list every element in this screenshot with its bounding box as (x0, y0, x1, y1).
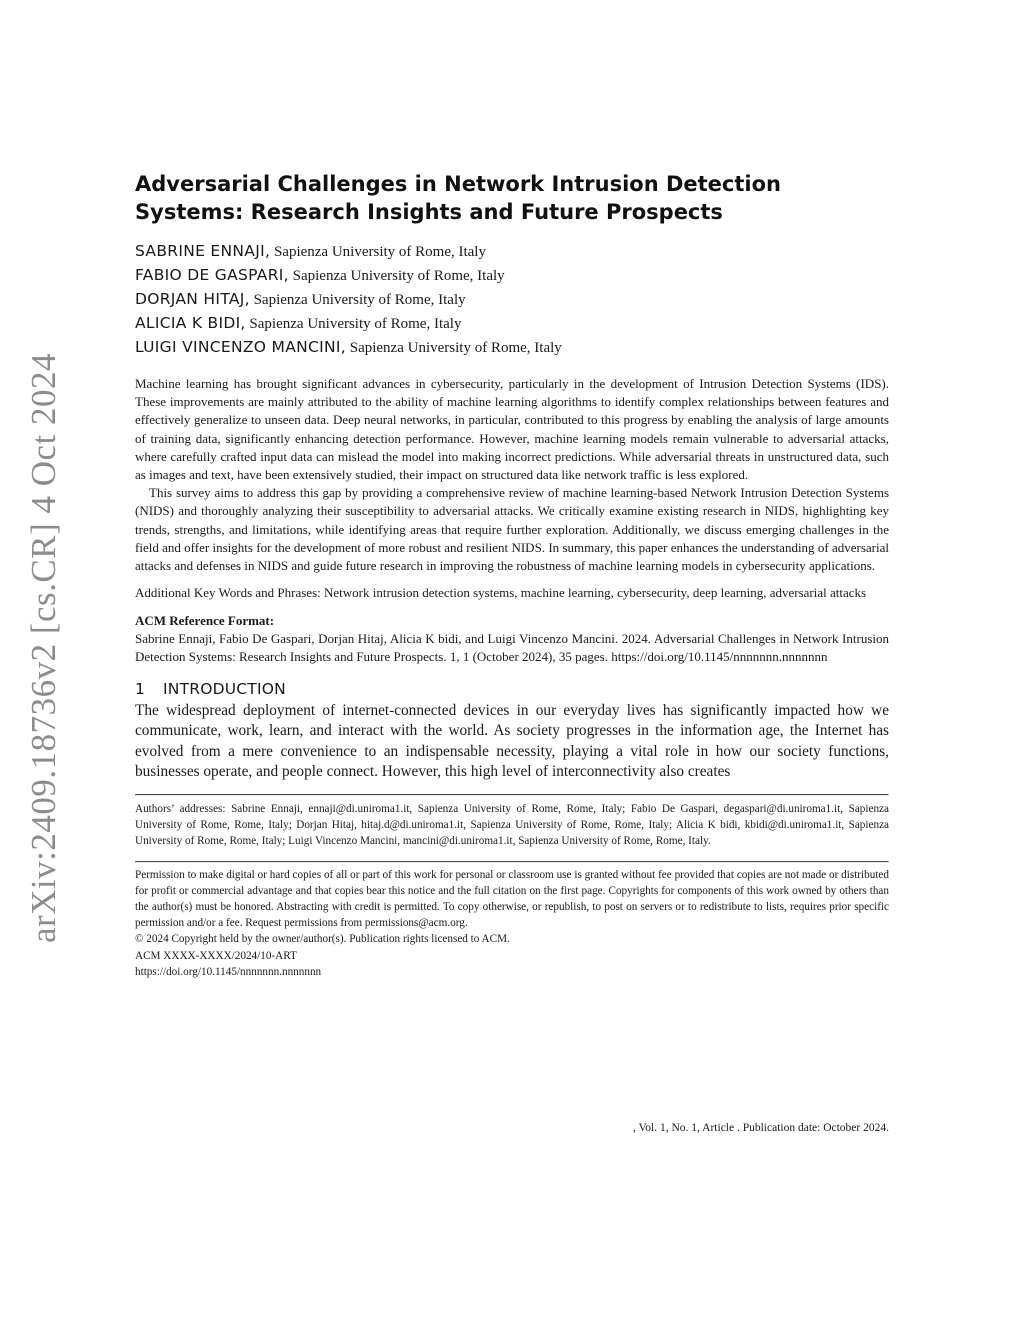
author-affiliation: Sapienza University of Rome, Italy (292, 268, 505, 284)
abstract-paragraph: This survey aims to address this gap by providing a comprehensive review of machine learning-based Network Intrusion Detection Systems (NIDS) and thoroughly analyzing their susceptibility to adversarial attacks. We critically examine existing research in NIDS, highlighting key trends, strengths, and limitations, while identifying areas that require further exploration. Additionally, we discuss emerging challenges in the field and offer insights for the development of more robust and resilient NIDS. In summary, this paper enhances the understanding of adversarial attacks and defenses in NIDS and guide future research in improving the robustness of machine learning models in cybersecurity applications. (135, 485, 889, 574)
author-affiliation: Sapienza University of Rome, Italy (273, 244, 486, 260)
introduction-text: The widespread deployment of internet-connected devices in our everyday lives has significantly impacted how we communicate, work, learn, and interact with the world. As society progresses in the information age, the Internet has evolved from a mere convenience to an indispensable necessity, playing a vital role in how our society functions, businesses operate, and people connect. However, this high level of interconnectivity also creates (135, 702, 889, 780)
author-entry (135, 240, 889, 264)
copyright-line: © 2024 Copyright held by the owner/author(s). Publication rights licensed to ACM. (135, 933, 510, 946)
abstract (135, 375, 889, 575)
section-heading-introduction (135, 678, 889, 700)
permission-notice: Permission to make digital or hard copies of all or part of this work for personal or classroom use is granted without fee provided that copies are not made or distributed for profit or commercial advantage and that copies bear this notice and the full citation on the first page. Copyrights for components of this work owned by others than the author(s) must be honored. Abstracting with credit is permitted. To copy otherwise, or republish, to post on servers or to redistribute to lists, requires prior specific permission and/or a fee. Request permissions from permissions@acm.org. (135, 869, 889, 930)
acm-reference-format (135, 612, 889, 666)
author-affiliation: Sapienza University of Rome, Italy (249, 316, 462, 332)
authors-addresses: Authors’ addresses: Sabrine Ennaji, ennaji@di.uniroma1.it, Sapienza University of Rome, Rome, Italy; Fabio De Gaspari, degaspari@di.uniroma1.it, Sapienza University of Rome, Rome, Italy; Dorjan Hitaj, hitaj.d@di.uniroma1.it, Sapienza University of Rome, Rome, Italy; Alicia K bidi, kbidi@di.uniroma1.it, Sapienza University of Rome, Rome, Italy; Luigi Vincenzo Mancini, mancini@di.uniroma1.it, Sapienza University of Rome, Rome, Italy. (135, 803, 889, 848)
doi-link[interactable]: https://doi.org/10.1145/nnnnnnn.nnnnnnn (135, 966, 322, 979)
author-name: FABIO DE GASPARI, (135, 266, 289, 284)
author-entry (135, 264, 889, 288)
arxiv-identifier-stamp: arXiv:2409.18736v2 [cs.CR] 4 Oct 2024 (24, 352, 63, 944)
section-title: INTRODUCTION (163, 680, 286, 699)
author-affiliation: Sapienza University of Rome, Italy (253, 292, 466, 308)
page-footer: , Vol. 1, No. 1, Article . Publication date: October 2024. (632, 1122, 889, 1134)
paper-first-page (135, 170, 889, 981)
section-number: 1 (135, 680, 146, 699)
keywords: Additional Key Words and Phrases: Network intrusion detection systems, machine learning, cybersecurity, deep learning, adversarial attacks (135, 585, 867, 601)
abstract-paragraph: Machine learning has brought significant advances in cybersecurity, particularly in the development of Intrusion Detection Systems (IDS). These improvements are mainly attributed to the ability of machine learning algorithms to identify complex relationships between features and effectively generalize to unseen data. Deep neural networks, in particular, contributed to this progress by enabling the analysis of large amounts of training data, significantly enhancing detection performance. However, machine learning models remain vulnerable to adversarial attacks, where carefully crafted input data can mislead the model into making incorrect predictions. While adversarial threats in unstructured data, such as images and text, have been extensively studied, their impact on structured data like network traffic is less explored. (135, 376, 889, 483)
author-entry (135, 336, 889, 360)
paper-title: Adversarial Challenges in Network Intrusion Detection Systems: Research Insights and Future Prospects (135, 172, 781, 224)
acm-id-line: ACM XXXX-XXXX/2024/10-ART (135, 949, 297, 962)
author-name: SABRINE ENNAJI, (135, 242, 271, 260)
author-entry (135, 312, 889, 336)
permission-block (135, 863, 889, 981)
author-name: DORJAN HITAJ, (135, 290, 250, 308)
author-affiliation: Sapienza University of Rome, Italy (349, 340, 562, 356)
acm-reference-heading: ACM Reference Format: (135, 613, 275, 629)
author-entry (135, 288, 889, 312)
footnotes (135, 794, 889, 981)
author-name: LUIGI VINCENZO MANCINI, (135, 338, 346, 356)
acm-reference-text: Sabrine Ennaji, Fabio De Gaspari, Dorjan Hitaj, Alicia K bidi, and Luigi Vincenzo Mancini. 2024. Adversarial Challenges in Network Intrusion Detection Systems: Research Insights and Future Prospects. 1, 1 (October 2024), 35 pages. https://doi.org/10.1145/nnnnnnn.nnnnnnn (135, 631, 889, 665)
author-list (135, 240, 889, 360)
author-name: ALICIA K BIDI, (135, 314, 246, 332)
